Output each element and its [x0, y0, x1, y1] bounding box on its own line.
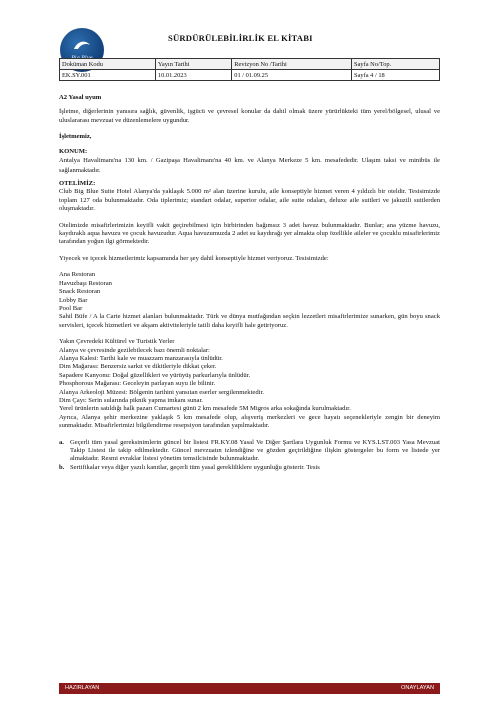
place-item: Alanya Kalesi: Tarihi kale ve muazzam manzarasıyla ünlüdür. [59, 354, 223, 362]
document-header-table [59, 58, 440, 81]
section-title: A2 Yasal uyum [59, 94, 102, 101]
hotel-heading: OTELİMİZ: [59, 180, 96, 188]
place-item: Alanya Arkeoloji Müzesi: Bölgenin tarihini yansıtan eserler sergilenmektedir. [59, 388, 264, 396]
outlet-item: Lobby Bar [59, 296, 88, 304]
footer-prepared-by: HAZIRLAYAN [65, 685, 100, 691]
document-body [59, 94, 440, 472]
places-intro: Alanya ve çevresinde gezilebilecek bazı önemli noktalar: [59, 346, 210, 354]
outlet-item: Havuzbaşı Restoran [59, 279, 112, 287]
outlet-item: Pool Bar [59, 304, 83, 312]
list-marker: a. [59, 438, 64, 446]
intro-paragraph: İşletme, diğerlerinin yanısıra sağlık, güvenlik, işgücü ve çevresel konular da dahil olmak üzere yürürlükteki tüm yerel/bölgesel, ulusal ve uluslararası mevzuat ve düzenlemelere uygundur. [59, 108, 440, 124]
location-paragraph: Antalya Havalimanı'na 130 km. / Gazipaşa Havalimanı'na 40 km. ve Alanya Merkeze 5 km. mesafededir. Ulaşım taksi ve minibüs ile sağlanmaktadır. [59, 157, 440, 175]
city-center-paragraph: Ayrıca, Alanya şehir merkezine yaklaşık 5 km mesafede olup, alışveriş merkezleri ve gece hayatı seçenekleriyle zengin bir deneyim sunmaktadır. Misafirlerimizi bilgilendirme resepsiyon tarafından yapılmaktadır. [59, 413, 440, 430]
list-text: Geçerli tüm yasal gereksinimlerin güncel bir listesi FR.KY.08 Yasal Ve Diğer Şartlara Uygunluk Formu ve KYS.LST.003 Yasa Mevzuat Takip Listesi ile takip edilmektedir. Güncel mevzuatın izlendiğine ve gözden geçirildiğine ilişkin göstergeler bu form ve listede yer almaktadır. Resmi evraklar listesi yönetim temsilcisinde bulunmaktadır. [70, 438, 440, 463]
location-heading: KONUM: [59, 147, 88, 155]
value-page: Sayfa 4 / 18 [352, 70, 440, 81]
outlet-item: Ana Restoran [59, 271, 96, 279]
header-revision: Revizyon No /Tarihi [232, 59, 352, 70]
document-title: SÜRDÜRÜLEBİLİRLİK EL KİTABI [168, 33, 313, 43]
place-item: Dim Mağarası: Benzersiz sarkıt ve dikitleriyle dikkat çeker. [59, 363, 217, 371]
list-item [59, 439, 440, 464]
footer-bar [59, 683, 440, 694]
list-text: Sertifikalar veya diğer yazılı kanıtlar, geçerli tüm yasal gerekliliklere uygunluğu gösterir. Tesis [70, 463, 320, 471]
outlet-item: Snack Restoran [59, 288, 101, 296]
value-pub-date: 10.01.2023 [155, 70, 231, 81]
header-page: Sayfa No/Top. [352, 59, 440, 70]
list-item [59, 464, 440, 472]
wave-icon [72, 38, 92, 52]
hotel-paragraph-2: Otelimizde misafirlerimizin keyifli vakit geçirebilmesi için birbirinden bağımsız 3 adet havuz bulunmaktadır. Bunlar; ana yüzme havuzu, kaydıraklı aqua havuzu ve çocuk havuzudur. Aqua havuzumuzda 2 adet su kaydırağı yer almakta olup özellikle aileler ve çocuklu misafirlerimiz tarafından yoğun ilgi görmektedir. [59, 221, 440, 246]
list-marker: b. [59, 463, 65, 471]
hotel-paragraph-1: Club Big Blue Suite Hotel Alanya'da yaklaşık 5.000 m² alan üzerine kurulu, aile konseptiyle hizmet veren 4 yıldızlı bir oteldir. Tesisimizde toplam 127 oda bulunmaktadır. Oda tiplerimiz; standart odalar, superior odalar, aile suite odaları, deluxe aile suitleri ve jakuzili suitlerden oluşmaktadır. [59, 188, 440, 213]
food-paragraph: Yiyecek ve içecek hizmetlerimiz kapsamında her şey dahil konseptiyle hizmet veriyoruz. Tesisimizde: [59, 254, 329, 262]
business-heading: İşletmemiz, [59, 133, 92, 141]
value-revision: 01 / 01.09.25 [232, 70, 352, 81]
place-item: Dim Çayı: Serin sularında piknik yapma imkanı sunar. [59, 396, 203, 404]
value-doc-code: EK.SY.001 [60, 70, 156, 81]
place-item: Sapadere Kanyonu: Doğal güzellikleri ve yürüyüş parkurlarıyla ünlüdür. [59, 371, 251, 379]
header-pub-date: Yayın Tarihi [155, 59, 231, 70]
place-item: Phosphorous Mağarası: Geceleyin parlayan suyu ile bilinir. [59, 380, 216, 388]
header-doc-code: Doküman Kodu [60, 59, 156, 70]
places-heading: Yakın Çevredeki Kültürel ve Turistik Yerler [59, 338, 175, 346]
outlets-paragraph: Sahil Büfe / A la Carte hizmet alanları bulunmaktadır. Türk ve dünya mutfağından seçkin lezzetleri misafirlerimize sunarken, gün boyu snack servisleri, içecek hizmetleri ve akşam aktiviteleriyle tatili daha keyifli hale getiriyoruz. [59, 313, 440, 329]
footer-approved-by: ONAYLAYAN [401, 685, 434, 691]
market-paragraph: Yerel ürünlerin satıldığı halk pazarı Cumartesi günü 2 km mesafede 5M Migros arka sokağında kurulmaktadır. [59, 405, 351, 413]
